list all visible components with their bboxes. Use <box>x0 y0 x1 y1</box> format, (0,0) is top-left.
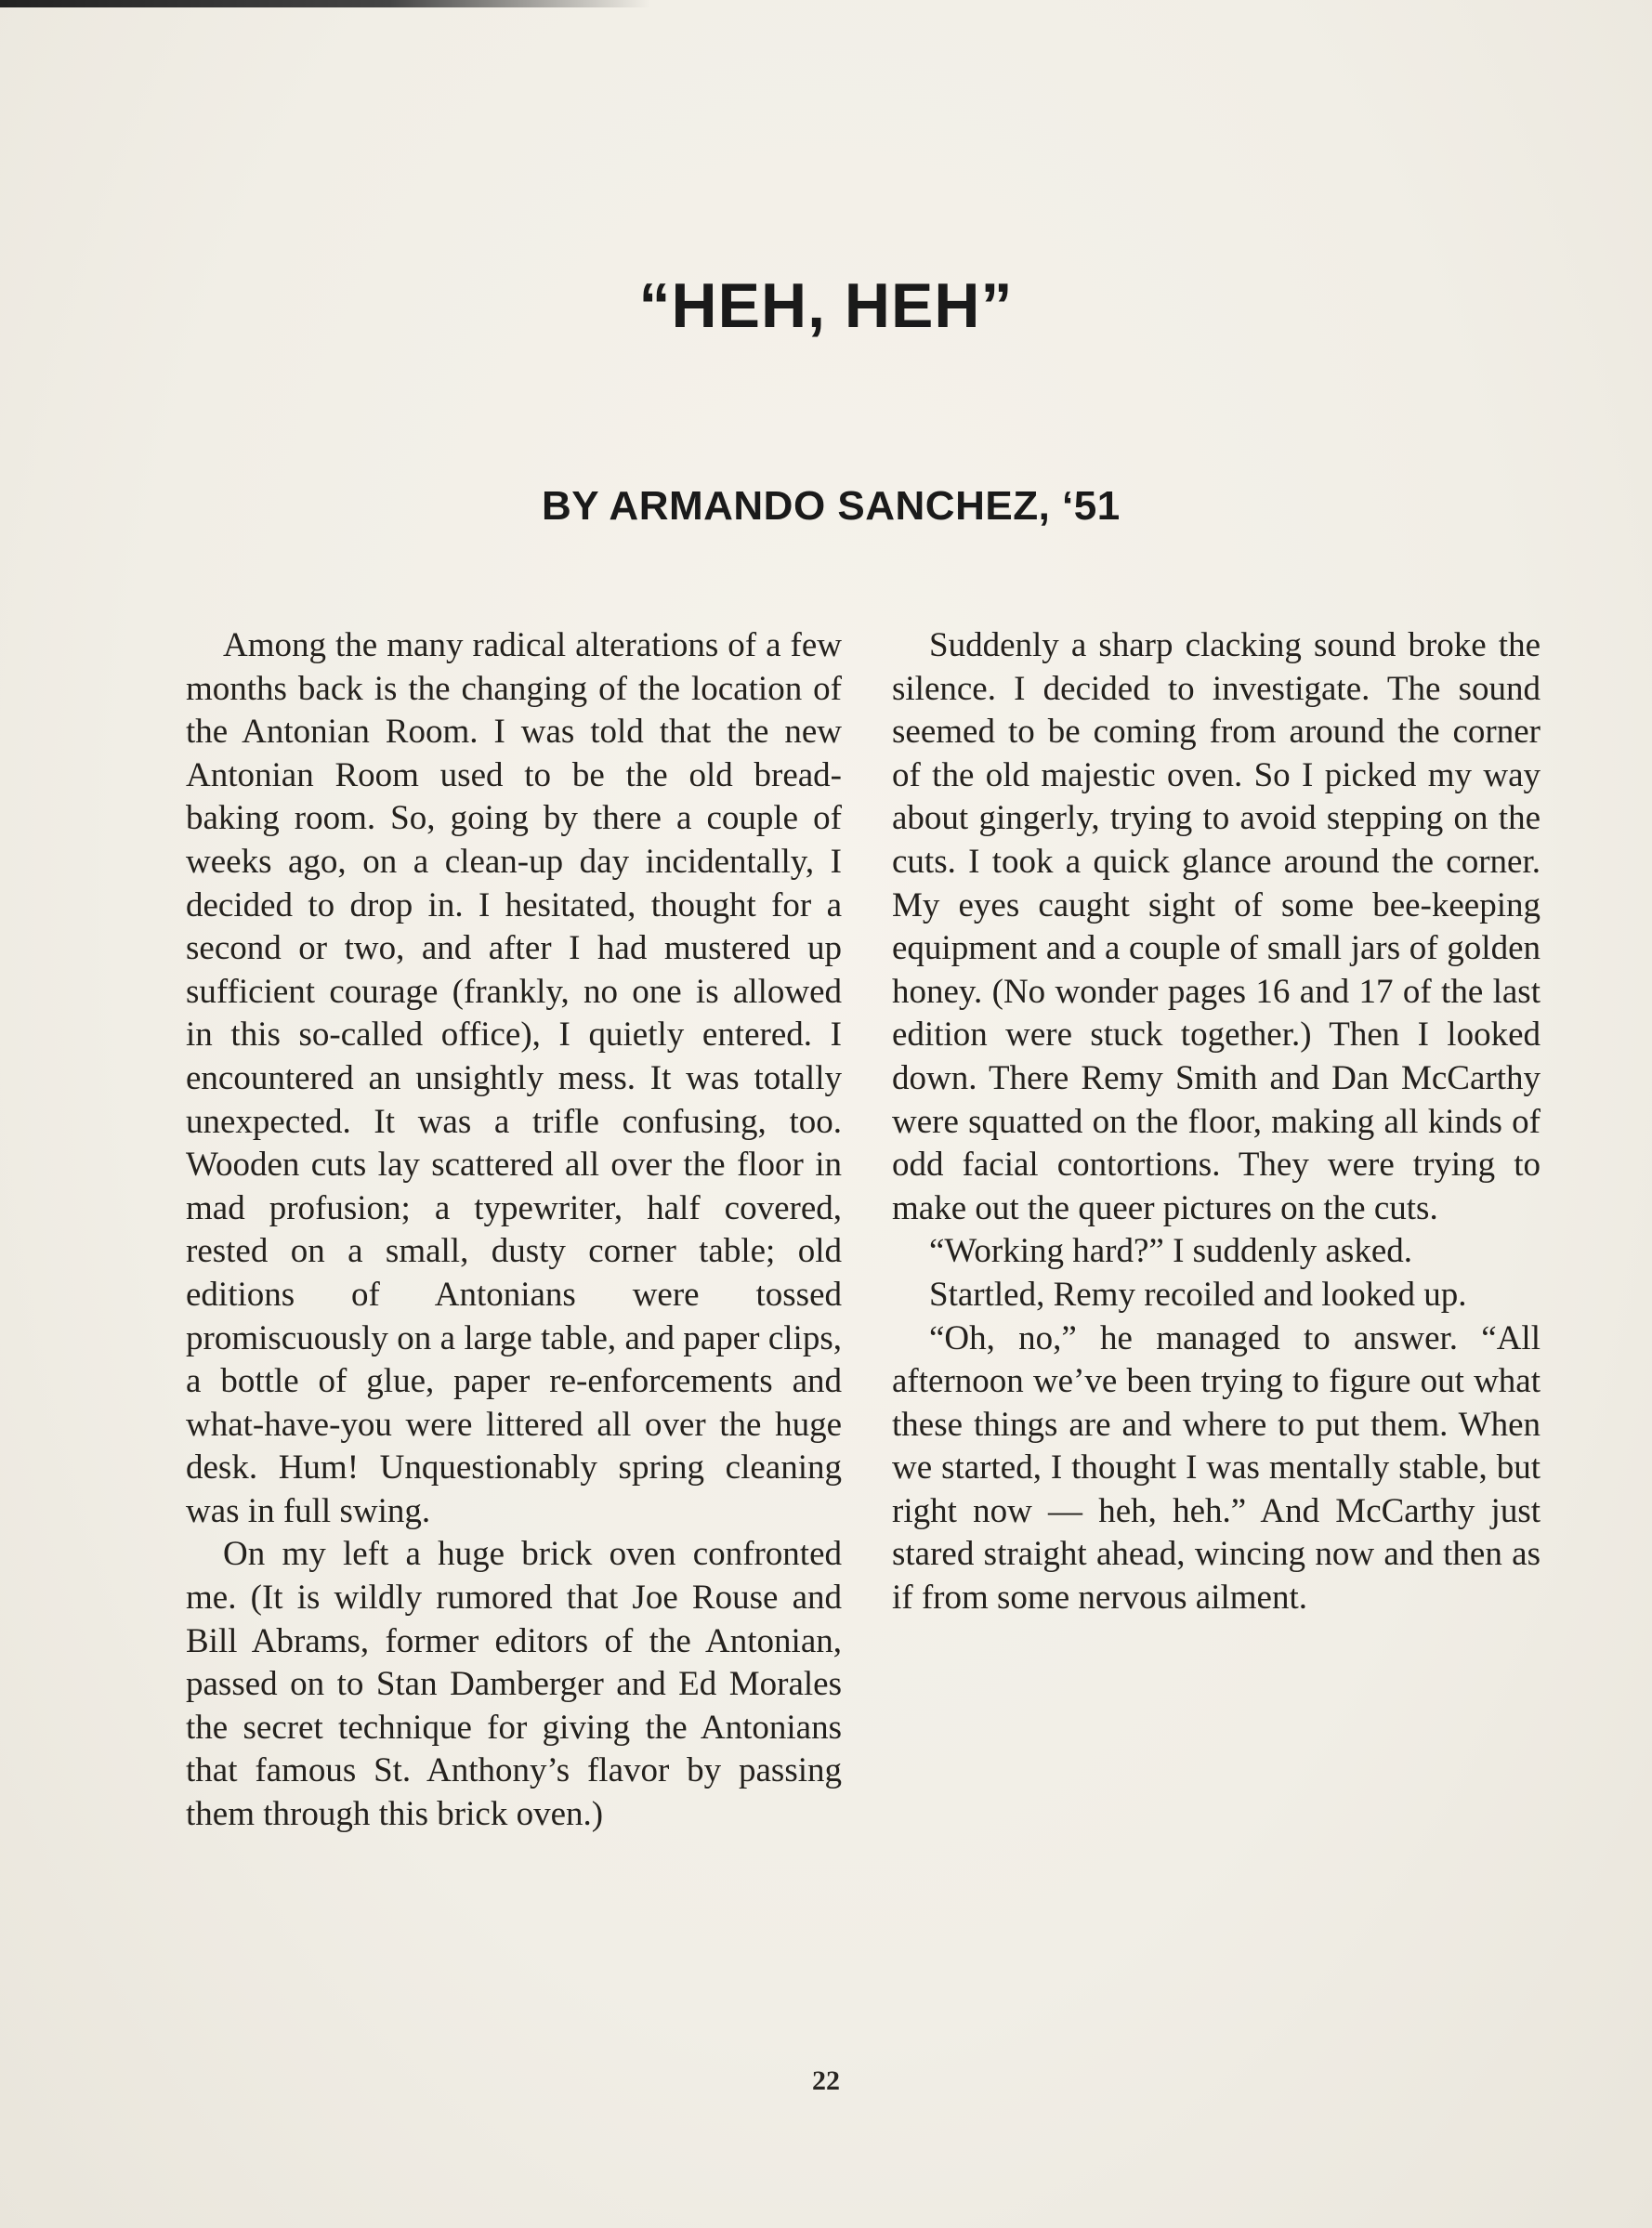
paragraph: Suddenly a sharp clacking sound broke the silence. I decided to investigate. The sound seemed to be coming from around the corner of the old majestic oven. So I picked my way about gingerly, trying to avoid stepping on the cuts. I took a quick glance around the corner. My eyes caught sight of some bee-keeping equipment and a couple of small jars of golden honey. (No wonder pages 16 and 17 of the last edition were stuck together.) Then I looked down. There Remy Smith and Dan McCarthy were squatted on the floor, making all kinds of odd facial contortions. They were trying to make out the queer pictures on the cuts. <box>892 626 1541 1227</box>
article-title: “HEH, HEH” <box>638 270 1014 341</box>
paragraph: “Oh, no,” he managed to answer. “All afternoon we’ve been trying to figure out what these things are and where to put them. When we started, I thought I was mentally stable, but right now — heh, heh.” And McCarthy just stared straight ahead, wincing now and then as if from some nervous ailment. <box>892 1318 1541 1618</box>
page-edge-shadow <box>0 0 650 7</box>
page-number: 22 <box>812 2065 840 2096</box>
paragraph: Among the many radical alterations of a few months back is the changing of the location of the Antonian Room. I was told that the new Antonian Room used to be the old bread-baking room. So, going by there a couple of weeks ago, on a clean-up day incidentally, I decided to drop in. I hesitated, thought for a second or two, and after I had mustered up sufficient courage (frankly, no one is allowed in this so-called office), I quietly entered. I encountered an unsightly mess. It was totally unexpected. It was a trifle confusing, too. Wooden cuts lay scattered all over the floor in mad profusion; a typewriter, half covered, rested on a small, dusty corner table; old editions of Antonians were tossed promiscuously on a large table, and paper clips, a bottle of glue, paper re-enforcements and what-have-you were littered all over the huge desk. Hum! Unquestionably spring cleaning was in full swing. <box>186 626 842 1530</box>
text-column-left <box>186 624 842 1837</box>
paragraph: “Working hard?” I suddenly asked. <box>929 1232 1412 1271</box>
paragraph: On my left a huge brick oven confronted me. (It is wildly rumored that Joe Rouse and Bill Abrams, former editors of the Antonian, passed on to Stan Damberger and Ed Morales the secret technique for giving the Antonians that famous St. Anthony’s flavor by passing them through this brick oven.) <box>186 1535 842 1834</box>
text-column-right <box>892 624 1541 1620</box>
paragraph: Startled, Remy recoiled and looked up. <box>929 1275 1467 1314</box>
article-byline: BY ARMANDO SANCHEZ, ‘51 <box>542 483 1121 529</box>
